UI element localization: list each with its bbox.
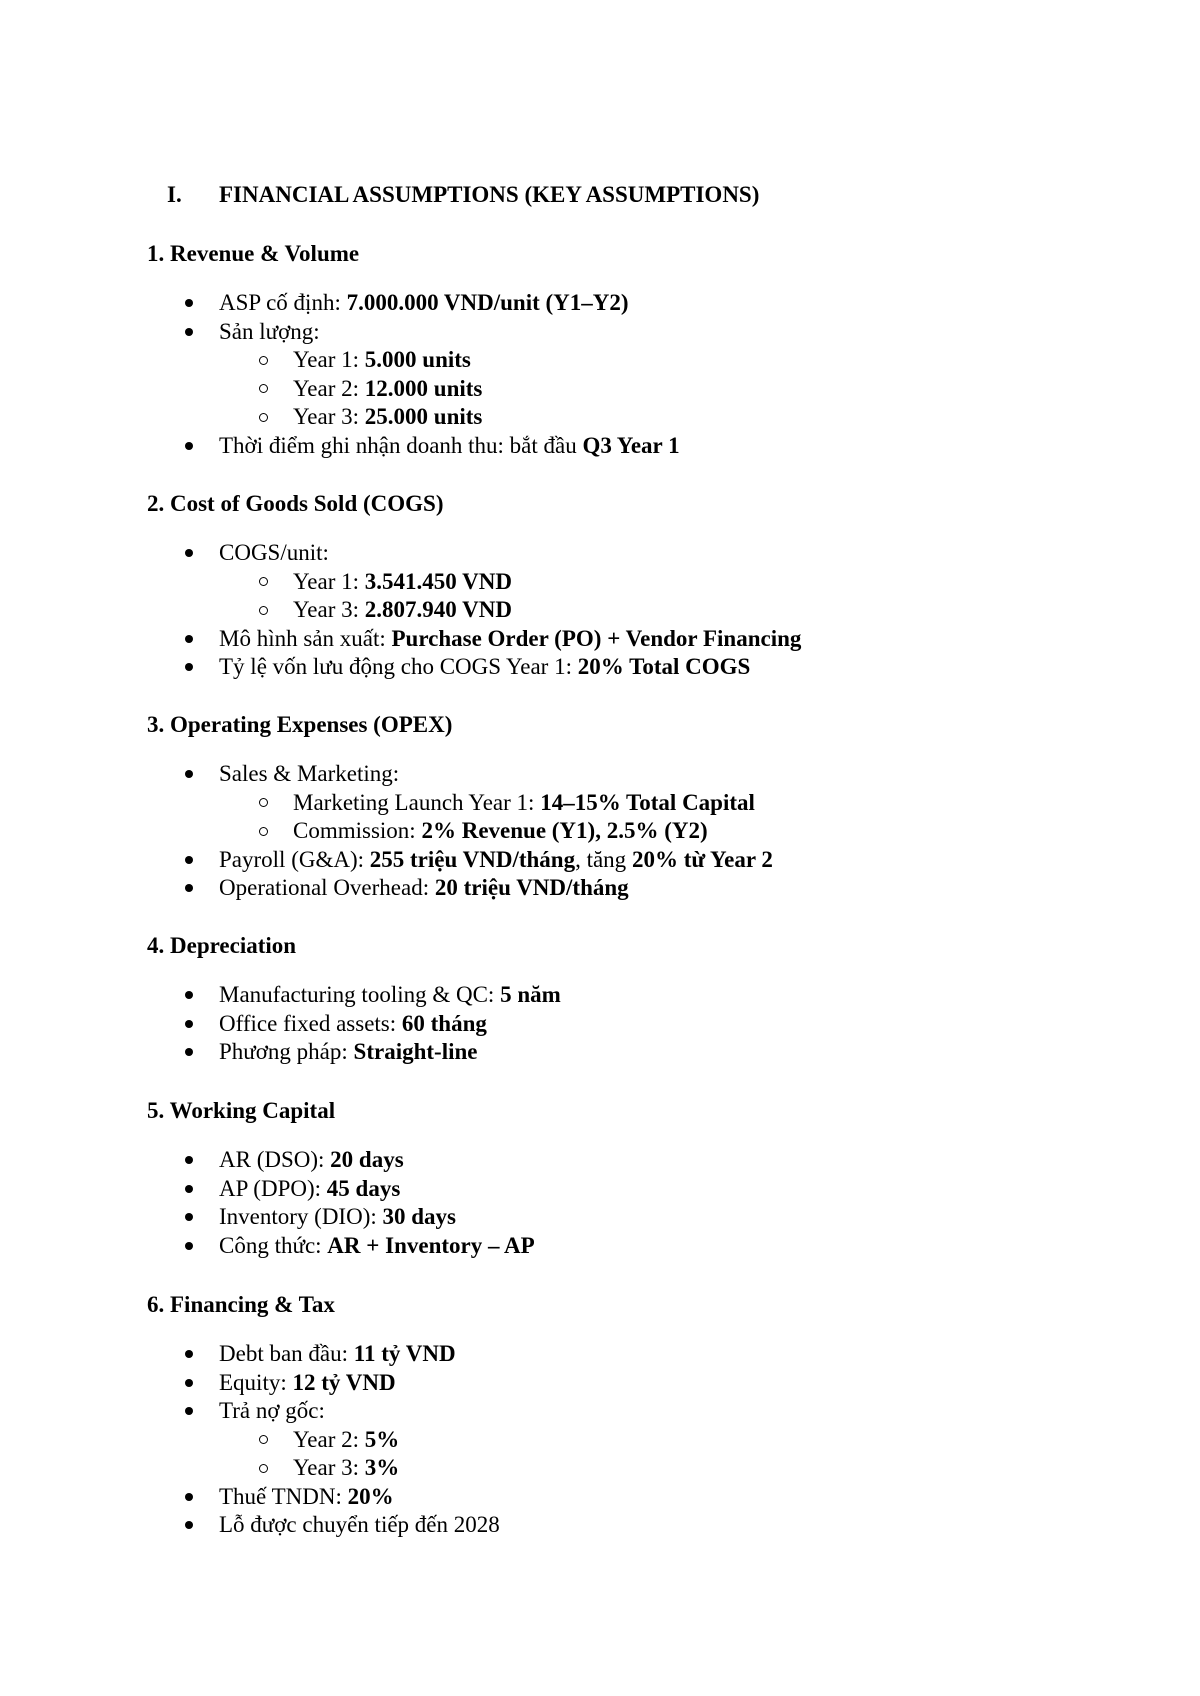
list-item: Year 3: 25.000 units bbox=[147, 403, 1147, 432]
section-working-capital bbox=[147, 1097, 1147, 1260]
list-item: Marketing Launch Year 1: 14–15% Total Capital bbox=[147, 789, 1147, 818]
bullet-dot-icon bbox=[185, 1175, 193, 1204]
list-item: Year 2: 5% bbox=[147, 1426, 1147, 1455]
list-item: AP (DPO): 45 days bbox=[147, 1175, 1147, 1204]
list-item: Debt ban đầu: 11 tỷ VND bbox=[147, 1340, 1147, 1369]
list-item: Payroll (G&A): 255 triệu VND/tháng, tăng 20% từ Year 2 bbox=[147, 846, 1147, 875]
section-title: 5. Working Capital bbox=[147, 1098, 336, 1123]
bullet-dot-icon bbox=[185, 289, 193, 318]
list-item: Year 1: 5.000 units bbox=[147, 346, 1147, 375]
bullet-dot-icon bbox=[185, 318, 193, 347]
bullet-circle-icon bbox=[259, 1426, 268, 1455]
bullet-list bbox=[147, 1146, 1147, 1260]
list-item: Operational Overhead: 20 triệu VND/tháng bbox=[147, 874, 1147, 903]
list-item: Phương pháp: Straight-line bbox=[147, 1038, 1147, 1067]
list-item: Lỗ được chuyển tiếp đến 2028 bbox=[147, 1511, 1147, 1540]
bullet-dot-icon bbox=[185, 1146, 193, 1175]
section-opex bbox=[147, 711, 1147, 903]
list-item: Year 3: 2.807.940 VND bbox=[147, 596, 1147, 625]
bullet-circle-icon bbox=[259, 1454, 268, 1483]
bullet-dot-icon bbox=[185, 539, 193, 568]
bullet-dot-icon bbox=[185, 981, 193, 1010]
bullet-list bbox=[147, 539, 1147, 682]
bullet-circle-icon bbox=[259, 375, 268, 404]
section-cogs bbox=[147, 490, 1147, 682]
list-item: Thuế TNDN: 20% bbox=[147, 1483, 1147, 1512]
bullet-dot-icon bbox=[185, 846, 193, 875]
section-depreciation bbox=[147, 932, 1147, 1067]
bullet-dot-icon bbox=[185, 1340, 193, 1369]
heading-title: FINANCIAL ASSUMPTIONS (KEY ASSUMPTIONS) bbox=[219, 182, 760, 207]
list-item: COGS/unit: bbox=[147, 539, 1147, 568]
list-item: Trả nợ gốc: bbox=[147, 1397, 1147, 1426]
list-item: AR (DSO): 20 days bbox=[147, 1146, 1147, 1175]
bullet-dot-icon bbox=[185, 1203, 193, 1232]
bullet-dot-icon bbox=[185, 760, 193, 789]
bullet-list bbox=[147, 760, 1147, 903]
list-item: Inventory (DIO): 30 days bbox=[147, 1203, 1147, 1232]
bullet-dot-icon bbox=[185, 432, 193, 461]
list-item: Mô hình sản xuất: Purchase Order (PO) + Vendor Financing bbox=[147, 625, 1147, 654]
bullet-dot-icon bbox=[185, 1511, 193, 1540]
bullet-dot-icon bbox=[185, 1483, 193, 1512]
section-title: 6. Financing & Tax bbox=[147, 1292, 335, 1317]
bullet-list bbox=[147, 289, 1147, 460]
bullet-list bbox=[147, 981, 1147, 1067]
list-item: Equity: 12 tỷ VND bbox=[147, 1369, 1147, 1398]
section-title: 4. Depreciation bbox=[147, 933, 297, 958]
list-item: Commission: 2% Revenue (Y1), 2.5% (Y2) bbox=[147, 817, 1147, 846]
bullet-dot-icon bbox=[185, 1038, 193, 1067]
list-item: Office fixed assets: 60 tháng bbox=[147, 1010, 1147, 1039]
bullet-dot-icon bbox=[185, 1369, 193, 1398]
bullet-circle-icon bbox=[259, 403, 268, 432]
bullet-dot-icon bbox=[185, 625, 193, 654]
list-item: Sales & Marketing: bbox=[147, 760, 1147, 789]
bullet-circle-icon bbox=[259, 789, 268, 818]
bullet-list bbox=[147, 1340, 1147, 1540]
list-item: Year 3: 3% bbox=[147, 1454, 1147, 1483]
bullet-circle-icon bbox=[259, 817, 268, 846]
list-item: ASP cố định: 7.000.000 VND/unit (Y1–Y2) bbox=[147, 289, 1147, 318]
list-item: Công thức: AR + Inventory – AP bbox=[147, 1232, 1147, 1261]
list-item: Thời điểm ghi nhận doanh thu: bắt đầu Q3 Year 1 bbox=[147, 432, 1147, 461]
bullet-dot-icon bbox=[185, 874, 193, 903]
list-item: Year 1: 3.541.450 VND bbox=[147, 568, 1147, 597]
list-item: Sản lượng: bbox=[147, 318, 1147, 347]
bullet-dot-icon bbox=[185, 1397, 193, 1426]
bullet-circle-icon bbox=[259, 596, 268, 625]
section-revenue bbox=[147, 240, 1147, 460]
list-item: Tỷ lệ vốn lưu động cho COGS Year 1: 20% Total COGS bbox=[147, 653, 1147, 682]
section-title: 3. Operating Expenses (OPEX) bbox=[147, 712, 453, 737]
section-title: 1. Revenue & Volume bbox=[147, 241, 360, 266]
bullet-dot-icon bbox=[185, 1232, 193, 1261]
bullet-dot-icon bbox=[185, 1010, 193, 1039]
bullet-dot-icon bbox=[185, 653, 193, 682]
main-heading bbox=[167, 182, 759, 208]
list-item: Year 2: 12.000 units bbox=[147, 375, 1147, 404]
bullet-circle-icon bbox=[259, 346, 268, 375]
list-item: Manufacturing tooling & QC: 5 năm bbox=[147, 981, 1147, 1010]
bullet-circle-icon bbox=[259, 568, 268, 597]
section-title: 2. Cost of Goods Sold (COGS) bbox=[147, 491, 444, 516]
heading-numeral: I. bbox=[167, 182, 182, 207]
section-financing-tax bbox=[147, 1291, 1147, 1540]
